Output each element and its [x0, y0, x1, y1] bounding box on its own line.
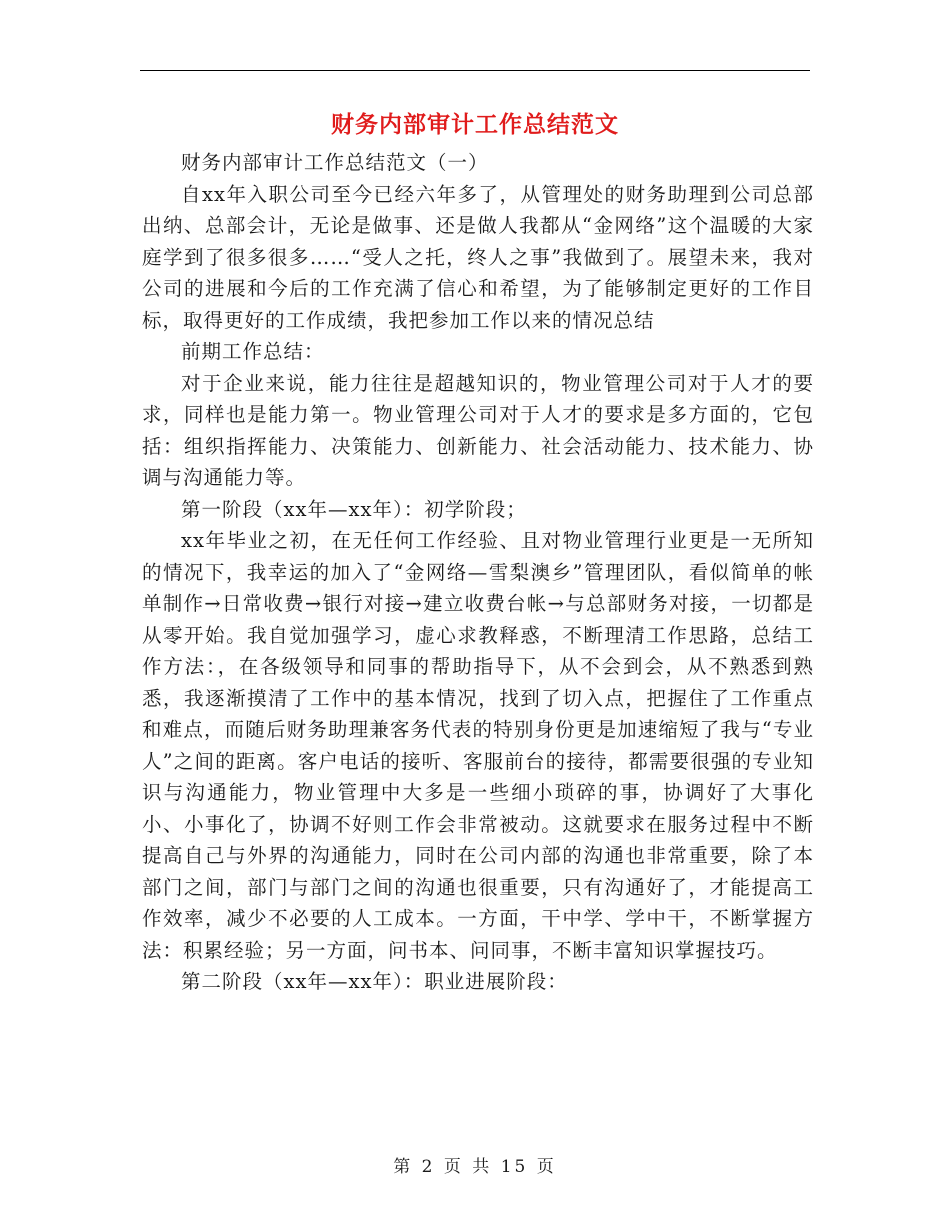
- header-rule: [140, 70, 810, 71]
- page-number: 第 2 页 共 15 页: [393, 1157, 557, 1177]
- paragraph-subtitle: 财务内部审计工作总结范文（一）: [181, 151, 489, 174]
- paragraph-abilities: 对于企业来说，能力往往是超越知识的，物业管理公司对于人才的要求，同样也是能力第一。物业管理公司对于人才的要求是多方面的，它包括：组织指挥能力、决策能力、创新能力、社会活动能力、技术能力、协调与沟通能力等。: [142, 371, 814, 489]
- paragraph-heading-summary: 前期工作总结：: [181, 340, 325, 363]
- paragraph-stage-one: xx年毕业之初，在无任何工作经验、且对物业管理行业更是一无所知的情况下，我幸运的加入了“金网络—雪梨澳乡”管理团队，看似简单的帐单制作→日常收费→银行对接→建立收费台帐→与总部财务对接，一切都是从零开始。我自觉加强学习，虚心求教释惑，不断理清工作思路，总结工作方法：，在各级领导和同事的帮助指导下，从不会到会，从不熟悉到熟悉，我逐渐摸清了工作中的基本情况，找到了切入点，把握住了工作重点和难点，而随后财务助理兼客务代表的特别身份更是加速缩短了我与“专业人”之间的距离。客户电话的接听、客服前台的接待，都需要很强的专业知识与沟通能力，物业管理中大多是一些细小琐碎的事，协调好了大事化小、小事化了，协调不好则工作会非常被动。这就要求在服务过程中不断提高自己与外界的沟通能力，同时在公司内部的沟通也非常重要，除了本部门之间，部门与部门之间的沟通也很重要，只有沟通好了，才能提高工作效率，减少不必要的人工成本。一方面，干中学、学中干，不断掌握方法：积累经验；另一方面，问书本、问同事，不断丰富知识掌握技巧。: [142, 529, 814, 962]
- paragraph-heading-stage-two: 第二阶段（xx年—xx年）：职业进展阶段：: [181, 970, 568, 993]
- document-title: 财务内部审计工作总结范文: [331, 111, 619, 138]
- paragraph-intro: 自xx年入职公司至今已经六年多了，从管理处的财务助理到公司总部出纳、总部会计，无论是做事、还是做人我都从“金网络”这个温暖的大家庭学到了很多很多……“受人之托，终人之事”我做到了。展望未来，我对公司的进展和今后的工作充满了信心和希望，为了能够制定更好的工作目标，取得更好的工作成绩，我把参加工作以来的情况总结: [142, 182, 814, 332]
- paragraph-heading-stage-one: 第一阶段（xx年—xx年）：初学阶段；: [181, 497, 527, 521]
- document-body: [142, 147, 814, 998]
